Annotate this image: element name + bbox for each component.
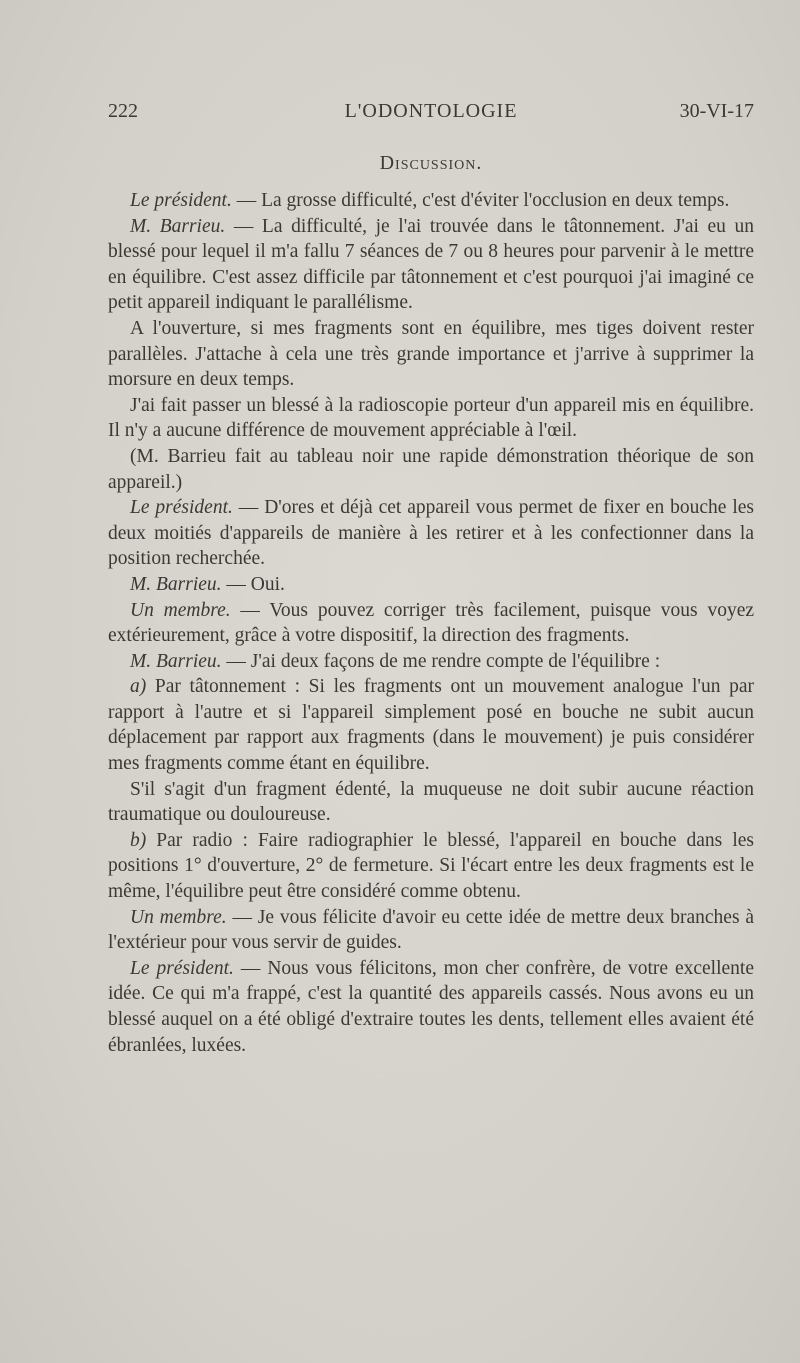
paragraph xyxy=(108,598,754,649)
speaker: Un membre. xyxy=(130,599,231,621)
paragraph-text: J'ai fait passer un blessé à la radioscopie porteur d'un appareil mis en équilibre. Il n'y a aucune différence de mouvement appréciable à l'œil. xyxy=(108,394,754,442)
page-number: 222 xyxy=(108,100,138,122)
discussion-text xyxy=(108,188,754,1058)
paragraph xyxy=(108,674,754,776)
running-title: L'ODONTOLOGIE xyxy=(344,100,518,122)
speaker: Un membre. xyxy=(130,906,227,928)
list-marker: a) xyxy=(130,676,147,698)
paragraph-text: A l'ouverture, si mes fragments sont en équilibre, mes tiges doivent rester parallèles. J'attache à cela une très grande importance et j'arrive à supprimer la morsure en deux temps. xyxy=(108,317,754,391)
paragraph-text: — J'ai deux façons de me rendre compte de l'équilibre : xyxy=(221,650,661,672)
list-marker: b) xyxy=(130,829,147,851)
paragraph-text: Par radio : Faire radiographier le blessé, l'appareil en bouche dans les positions 1° d'ouverture, 2° de fermeture. Si l'écart entre les deux fragments est le même, l'équilibre peut être considéré comme obtenu. xyxy=(108,829,754,903)
paragraph xyxy=(108,316,754,393)
speaker: M. Barrieu. xyxy=(130,650,222,672)
speaker: Le président. xyxy=(130,190,232,211)
speaker: Le président. xyxy=(130,497,233,519)
paragraph-text: (M. Barrieu fait au tableau noir une rapide démonstration théorique de son appareil.) xyxy=(108,445,754,493)
section-title: Discussion. xyxy=(379,152,483,174)
paragraph xyxy=(108,188,754,214)
paragraph xyxy=(108,905,754,956)
speaker: Le président. xyxy=(130,957,234,979)
paragraph-text: — Je vous félicite d'avoir eu cette idée de mettre deux branches à l'extérieur pour vous servir de guides. xyxy=(108,906,755,954)
paragraph xyxy=(108,214,754,316)
speaker: M. Barrieu. xyxy=(130,573,222,595)
paragraph xyxy=(108,956,754,1058)
paragraph-text: — D'ores et déjà cet appareil vous permet de fixer en bouche les deux moitiés d'appareils de manière à les retirer et à les confectionner dans la position recherchée. xyxy=(108,497,754,570)
paragraph xyxy=(108,495,754,572)
speaker: M. Barrieu. xyxy=(130,215,226,237)
paragraph xyxy=(108,393,754,444)
paragraph xyxy=(108,777,754,828)
paragraph-text: — Vous pouvez corriger très facilement, puisque vous voyez extérieurement, grâce à votre dispositif, la direction des fragments. xyxy=(108,599,755,647)
paragraph xyxy=(108,649,754,675)
paragraph xyxy=(108,828,754,905)
running-header xyxy=(108,100,754,130)
issue-date: 30-VI-17 xyxy=(679,100,754,122)
paragraph-text: Par tâtonnement : Si les fragments ont un mouvement analogue l'un par rapport à l'autre et si l'appareil simplement posé en bouche ne subit aucun déplacement par rapport aux fragments (dans le mouvement) je puis considérer mes fragments comme étant en équilibre. xyxy=(108,676,754,775)
paragraph-text: S'il s'agit d'un fragment édenté, la muqueuse ne doit subir aucune réaction traumatique ou douloureuse. xyxy=(108,778,754,826)
paragraph xyxy=(108,444,754,495)
paragraph-text: — Nous vous félicitons, mon cher confrère, de votre excellente idée. Ce qui m'a frappé, c'est la quantité des appareils cassés. Nous avons eu un blessé auquel on a été obligé d'extraire toutes les dents, tellement elles avaient été ébranlées, luxées. xyxy=(108,957,754,1056)
paragraph-text: — La difficulté, je l'ai trouvée dans le tâtonnement. J'ai eu un blessé pour lequel il m'a fallu 7 séances de 7 ou 8 heures pour parvenir à le mettre en équilibre. C'est assez difficile par tâtonnement et c'est pourquoi j'ai imaginé ce petit appareil indiquant le parallélisme. xyxy=(108,215,755,314)
paragraph xyxy=(108,572,754,598)
paragraph-text: — La grosse difficulté, c'est d'éviter l'occlusion en deux temps. xyxy=(231,190,730,211)
paragraph-text: — Oui. xyxy=(221,573,285,595)
